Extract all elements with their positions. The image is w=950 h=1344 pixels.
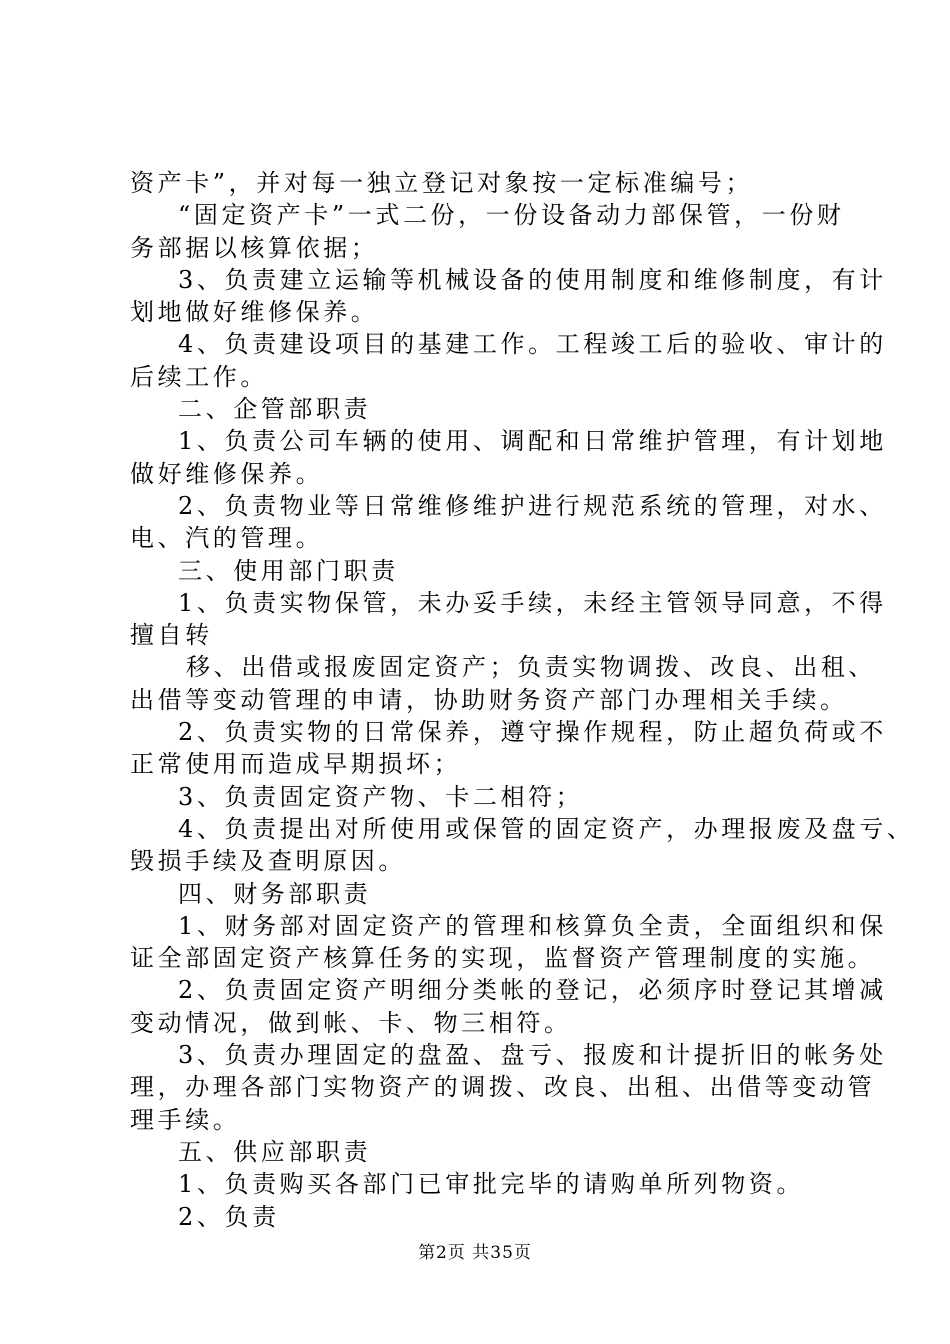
body-line: “固定资产卡”一式二份，一份设备动力部保管，一份财 (178, 201, 845, 230)
section-heading: 三、使用部门职责 (178, 556, 399, 585)
body-line: 1、负责实物保管，未办妥手续，未经主管领导同意，不得 (178, 588, 887, 617)
body-line: 4、负责提出对所使用或保管的固定资产，办理报废及盘亏、 (178, 814, 915, 843)
body-line: 1、负责公司车辆的使用、调配和日常维护管理，有计划地 (178, 427, 887, 456)
section-heading: 五、供应部职责 (178, 1137, 372, 1166)
document-body (130, 167, 915, 1233)
body-line: 电、汽的管理。 (130, 524, 324, 553)
body-line: 4、负责建设项目的基建工作。工程竣工后的验收、审计的 (178, 330, 887, 359)
page-number-footer: 第2页 共35页 (418, 1243, 532, 1263)
body-line: 2、负责 (178, 1202, 280, 1231)
body-line: 正常使用而造成早期损坏； (130, 750, 462, 779)
body-line: 理，办理各部门实物资产的调拨、改良、出租、出借等变动管 (130, 1073, 876, 1102)
body-line: 理手续。 (130, 1105, 241, 1134)
body-line: 毁损手续及查明原因。 (130, 847, 406, 876)
body-line: 1、财务部对固定资产的管理和核算负全责，全面组织和保 (178, 911, 887, 940)
body-line: 3、负责建立运输等机械设备的使用制度和维修制度，有计 (178, 265, 887, 294)
section-heading: 二、企管部职责 (178, 395, 372, 424)
body-line: 3、负责固定资产物、卡二相符； (178, 782, 584, 811)
body-line: 变动情况，做到帐、卡、物三相符。 (130, 1008, 572, 1037)
body-line: 务部据以核算依据； (130, 233, 379, 262)
body-line: 证全部固定资产核算任务的实现，监督资产管理制度的实施。 (130, 944, 876, 973)
body-line: 2、负责物业等日常维修维护进行规范系统的管理，对水、 (178, 491, 887, 520)
section-heading: 四、财务部职责 (178, 879, 372, 908)
body-line: 1、负责购买各部门已审批完毕的请购单所列物资。 (178, 1170, 805, 1199)
body-line: 后续工作。 (130, 362, 268, 391)
body-line: 2、负责实物的日常保养，遵守操作规程，防止超负荷或不 (178, 718, 887, 747)
body-line: 擅自转 (130, 621, 213, 650)
body-line: 划地做好维修保养。 (130, 298, 379, 327)
body-line: 做好维修保养。 (130, 459, 324, 488)
body-line: 资产卡”，并对每一独立登记对象按一定标准编号； (130, 169, 754, 197)
body-line: 移、出借或报废固定资产；负责实物调拨、改良、出租、 (186, 653, 876, 682)
body-line: 出借等变动管理的申请，协助财务资产部门办理相关手续。 (130, 685, 848, 714)
body-line: 2、负责固定资产明细分类帐的登记，必须序时登记其增减 (178, 976, 887, 1005)
body-line: 3、负责办理固定的盘盈、盘亏、报废和计提折旧的帐务处 (178, 1041, 887, 1070)
